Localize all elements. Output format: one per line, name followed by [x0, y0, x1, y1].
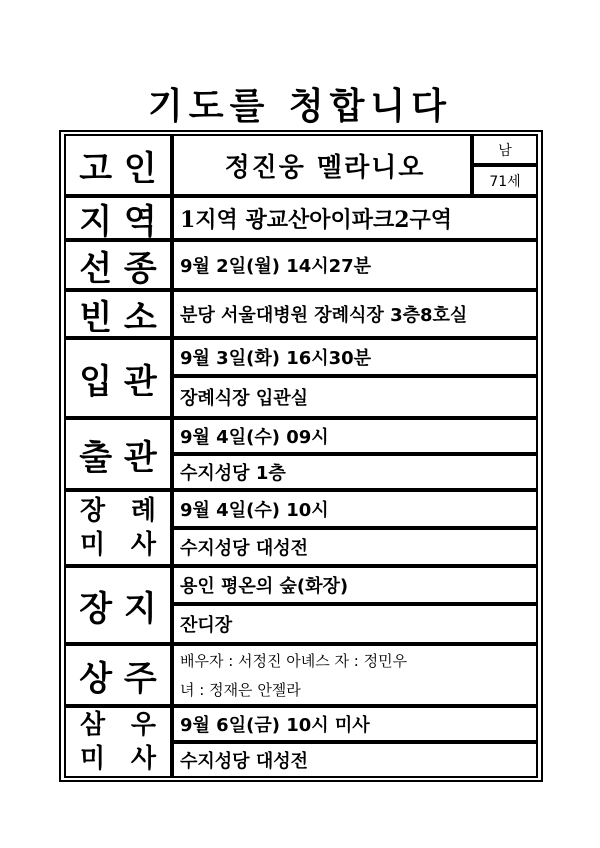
burial-value-2: 잔디장	[172, 604, 538, 644]
label-char: 미	[80, 530, 106, 560]
label-mortuary: 빈 소	[64, 290, 172, 338]
deceased-gender: 남	[472, 134, 538, 165]
chief-mourner-cell	[172, 644, 538, 706]
deceased-name: 정진웅 멜라니오	[172, 134, 472, 196]
funeral-mass-date: 9월 4일(수) 10시	[172, 490, 538, 528]
page-title: 기도를 청합니다	[148, 85, 452, 127]
region-value: 1지역 광교산아이파크2구역	[172, 196, 538, 240]
funeral-mass-place: 수지성당 대성전	[172, 528, 538, 566]
mortuary-value: 분당 서울대병원 장례식장 3층8호실	[172, 290, 538, 338]
label-departure: 출 관	[64, 418, 172, 490]
label-chief-mourner: 상 주	[64, 644, 172, 706]
death-value: 9월 2일(월) 14시27분	[172, 240, 538, 290]
label-char: 삼	[80, 710, 106, 740]
label-death: 선 종	[64, 240, 172, 290]
encoffin-place: 장례식장 입관실	[172, 376, 538, 418]
label-funeral-mass	[64, 490, 172, 566]
third-day-mass-date: 9월 6일(금) 10시 미사	[172, 706, 538, 742]
label-char: 사	[130, 744, 156, 774]
departure-date: 9월 4일(수) 09시	[172, 418, 538, 454]
label-burial: 장 지	[64, 566, 172, 644]
chief-mourner-line-2: 녀 : 정재은 안젤라	[180, 681, 301, 699]
deceased-age: 71세	[472, 165, 538, 196]
label-char: 우	[130, 710, 156, 740]
label-encoffin: 입 관	[64, 338, 172, 418]
label-char: 미	[80, 744, 106, 774]
third-day-mass-place: 수지성당 대성전	[172, 742, 538, 778]
label-third-day-mass	[64, 706, 172, 778]
label-region: 지 역	[64, 196, 172, 240]
label-char: 례	[130, 496, 156, 526]
burial-value-1: 용인 평온의 숲(화장)	[172, 566, 538, 604]
label-deceased: 고 인	[64, 134, 172, 196]
encoffin-date: 9월 3일(화) 16시30분	[172, 338, 538, 376]
label-char: 장	[80, 496, 106, 526]
chief-mourner-line-1: 배우자 : 서정진 아녜스 자 : 정민우	[180, 652, 408, 670]
departure-place: 수지성당 1층	[172, 454, 538, 490]
label-char: 사	[130, 530, 156, 560]
